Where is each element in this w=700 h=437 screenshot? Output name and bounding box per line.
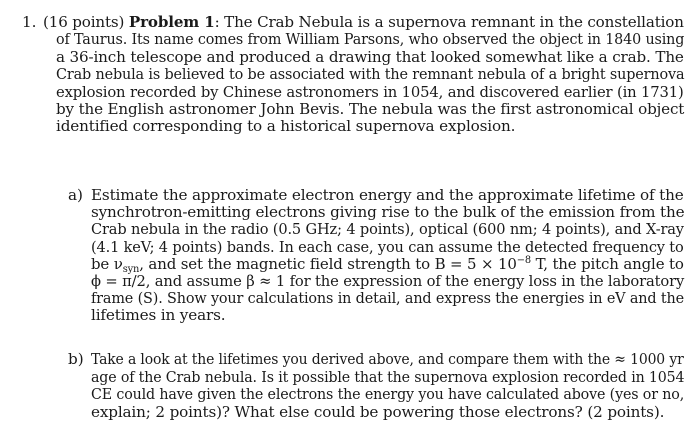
intro-line: : The Crab Nebula is a supernova remnant in the constellation	[214, 13, 684, 31]
part-a-line: Estimate the approximate electron energy and the approximate lifetime of the	[91, 186, 684, 204]
part-b-line: CE could have given the electrons the energy you have calculated above (yes or no,	[91, 385, 685, 404]
problem-heading: Problem 1	[128, 13, 215, 31]
part-a-formula-line	[91, 255, 684, 273]
problem-first-line	[43, 13, 684, 31]
part-b-label: b)	[68, 350, 84, 368]
part-a-label: a)	[68, 186, 83, 204]
intro-line: identified corresponding to a historical supernova explosion.	[56, 117, 516, 136]
intro-line: Crab nebula is believed to be associated with the remnant nebula of a bright supernova	[56, 65, 685, 84]
part-a-line: (4.1 keV; 4 points) bands. In each case, you can assume the detected frequency to	[91, 237, 684, 256]
part-a-line: Crab nebula in the radio (0.5 GHz; 4 points), optical (600 nm; 4 points), and X-ray	[91, 220, 684, 239]
problem-number: 1.	[22, 13, 37, 31]
part-a-line: frame (S). Show your calculations in detail, and express the energies in eV and the	[91, 289, 684, 308]
part-a-line: lifetimes in years.	[91, 306, 226, 325]
part-b-line: explain; 2 points)? What else could be powering those electrons? (2 points).	[91, 402, 665, 421]
intro-line: explosion recorded by Chinese astronomers in 1054, and discovered earlier (in 1731)	[56, 82, 684, 101]
field-exponent: −8	[516, 254, 531, 266]
part-b-line: age of the Crab nebula. Is it possible that the supernova explosion recorded in 1054	[91, 367, 685, 386]
intro-line: by the English astronomer John Bevis. The nebula was the first astronomical object	[56, 100, 685, 118]
part-a-line: ϕ = π/2, and assume β ≈ 1 for the expression of the energy loss in the laboratory	[91, 272, 685, 290]
pitch-angle-text: T, the pitch angle to	[530, 254, 684, 273]
field-strength-text: , and set the magnetic field strength to B = 5 × 10	[139, 254, 517, 273]
intro-line: a 36-inch telescope and produced a drawing that looked somewhat like a crab. The	[56, 47, 684, 66]
intro-line: of Taurus. Its name comes from William Parsons, who observed the object in 1840 using	[56, 30, 685, 49]
problem-points: (16 points)	[43, 13, 125, 31]
nu-symbol: be ν	[91, 254, 123, 273]
nu-subscript: syn	[122, 263, 140, 275]
part-b-line: Take a look at the lifetimes you derived above, and compare them with the ≈ 1000 yr	[91, 350, 684, 368]
part-a-line: synchrotron-emitting electrons giving rise to the bulk of the emission from the	[91, 203, 685, 222]
